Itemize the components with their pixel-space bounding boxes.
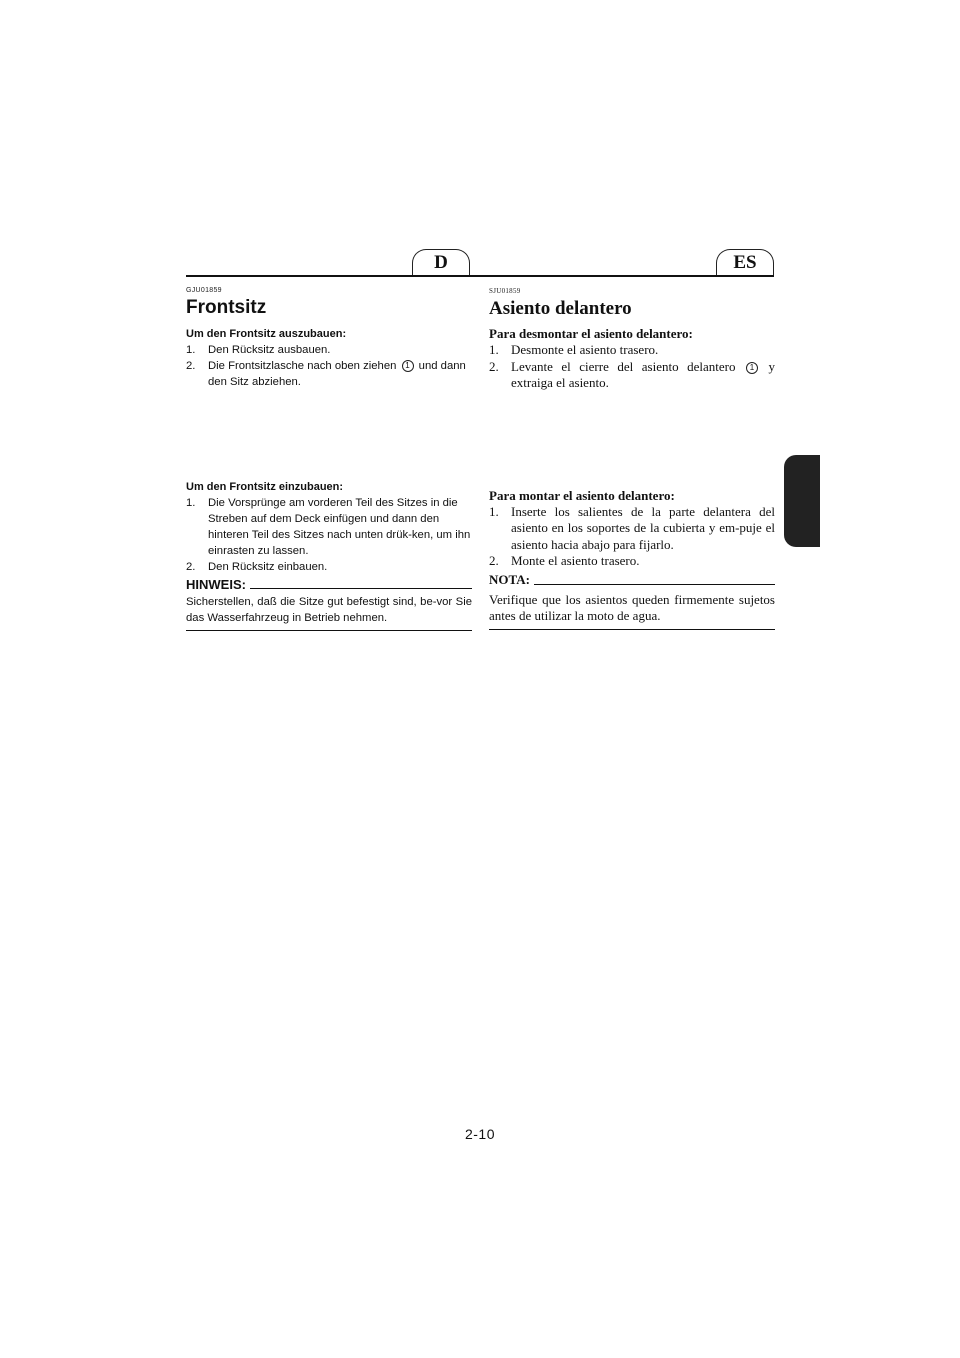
step-text: Levante el cierre del asiento delantero (511, 358, 736, 374)
note-text: Sicherstellen, daß die Sitze gut befestigt sind, be-vor Sie das Wasserfahrzeug in Betrieb nehmen. (186, 596, 472, 624)
note-label: HINWEIS: (186, 577, 246, 592)
note-end-rule (186, 630, 472, 631)
note-rule (250, 588, 472, 589)
note-end-rule (489, 629, 775, 630)
step-number: 2. (489, 553, 499, 568)
language-badge-es: ES (716, 249, 774, 275)
step-text: Desmonte el asiento trasero. (511, 342, 659, 357)
language-badge-de: D (412, 249, 470, 275)
list-item (489, 342, 775, 359)
list-item (489, 504, 775, 554)
section-ref-code: SJU01859 (489, 287, 521, 295)
step-number: 1. (186, 344, 196, 356)
step-number: 2. (186, 561, 196, 573)
install-heading: Para montar el asiento delantero: (489, 487, 675, 503)
german-column (186, 287, 472, 631)
list-item (186, 495, 472, 559)
list-item (186, 342, 472, 358)
step-text: Monte el asiento trasero. (511, 553, 640, 568)
page-number: 2-10 (464, 1126, 496, 1142)
note-header (186, 577, 472, 592)
step-text: Die Frontsitzlasche nach oben ziehen (208, 360, 397, 372)
spanish-column (489, 287, 775, 630)
step-number: 1. (489, 342, 499, 357)
note-label: NOTA: (489, 571, 530, 587)
section-title: Frontsitz (186, 297, 267, 318)
chapter-side-tab (784, 455, 820, 547)
remove-heading: Um den Frontsitz auszubauen: (186, 328, 347, 340)
illustration-gap (489, 392, 775, 488)
step-number: 1. (186, 497, 196, 509)
step-text: Den Rücksitz ausbauen. (208, 344, 331, 356)
section-title: Asiento delantero (489, 298, 632, 319)
remove-heading: Para desmontar el asiento delantero: (489, 326, 693, 341)
note-rule (534, 584, 775, 585)
remove-steps (186, 342, 472, 390)
step-number: 1. (489, 503, 499, 519)
step-text: Die Vorsprünge am vorderen Teil des Sitzes in die Streben auf dem Deck einfügen und dann den hinteren Teil des Sitzes nach unten drük-ken, um ihn einrasten zu lassen. (208, 497, 471, 557)
install-steps (186, 495, 472, 575)
step-text: Den Rücksitz einbauen. (208, 561, 328, 573)
list-item (186, 358, 472, 390)
section-ref-code: GJU01859 (186, 287, 222, 294)
remove-steps (489, 342, 775, 392)
note-text: Verifique que los asientos queden firmemente sujetos antes de utilizar la moto de agua. (489, 591, 775, 623)
callout-number-icon: 1 (746, 362, 758, 374)
list-item (489, 359, 775, 392)
install-steps (489, 504, 775, 570)
header-rule (186, 275, 774, 277)
note-header (489, 572, 775, 588)
install-heading: Um den Frontsitz einzubauen: (186, 481, 344, 493)
step-number: 2. (186, 360, 196, 372)
step-text: y extraiga el asiento. (511, 358, 775, 390)
list-item (489, 553, 775, 570)
step-number: 2. (489, 358, 499, 374)
step-text: und dann den Sitz abziehen. (208, 360, 466, 388)
illustration-gap (186, 390, 472, 480)
callout-number-icon: 1 (402, 360, 414, 372)
step-text: Inserte los salientes de la parte delantera del asiento en los soportes de la cubierta y em-puje el asiento hacia abajo para fijarlo. (511, 503, 775, 552)
list-item (186, 559, 472, 575)
